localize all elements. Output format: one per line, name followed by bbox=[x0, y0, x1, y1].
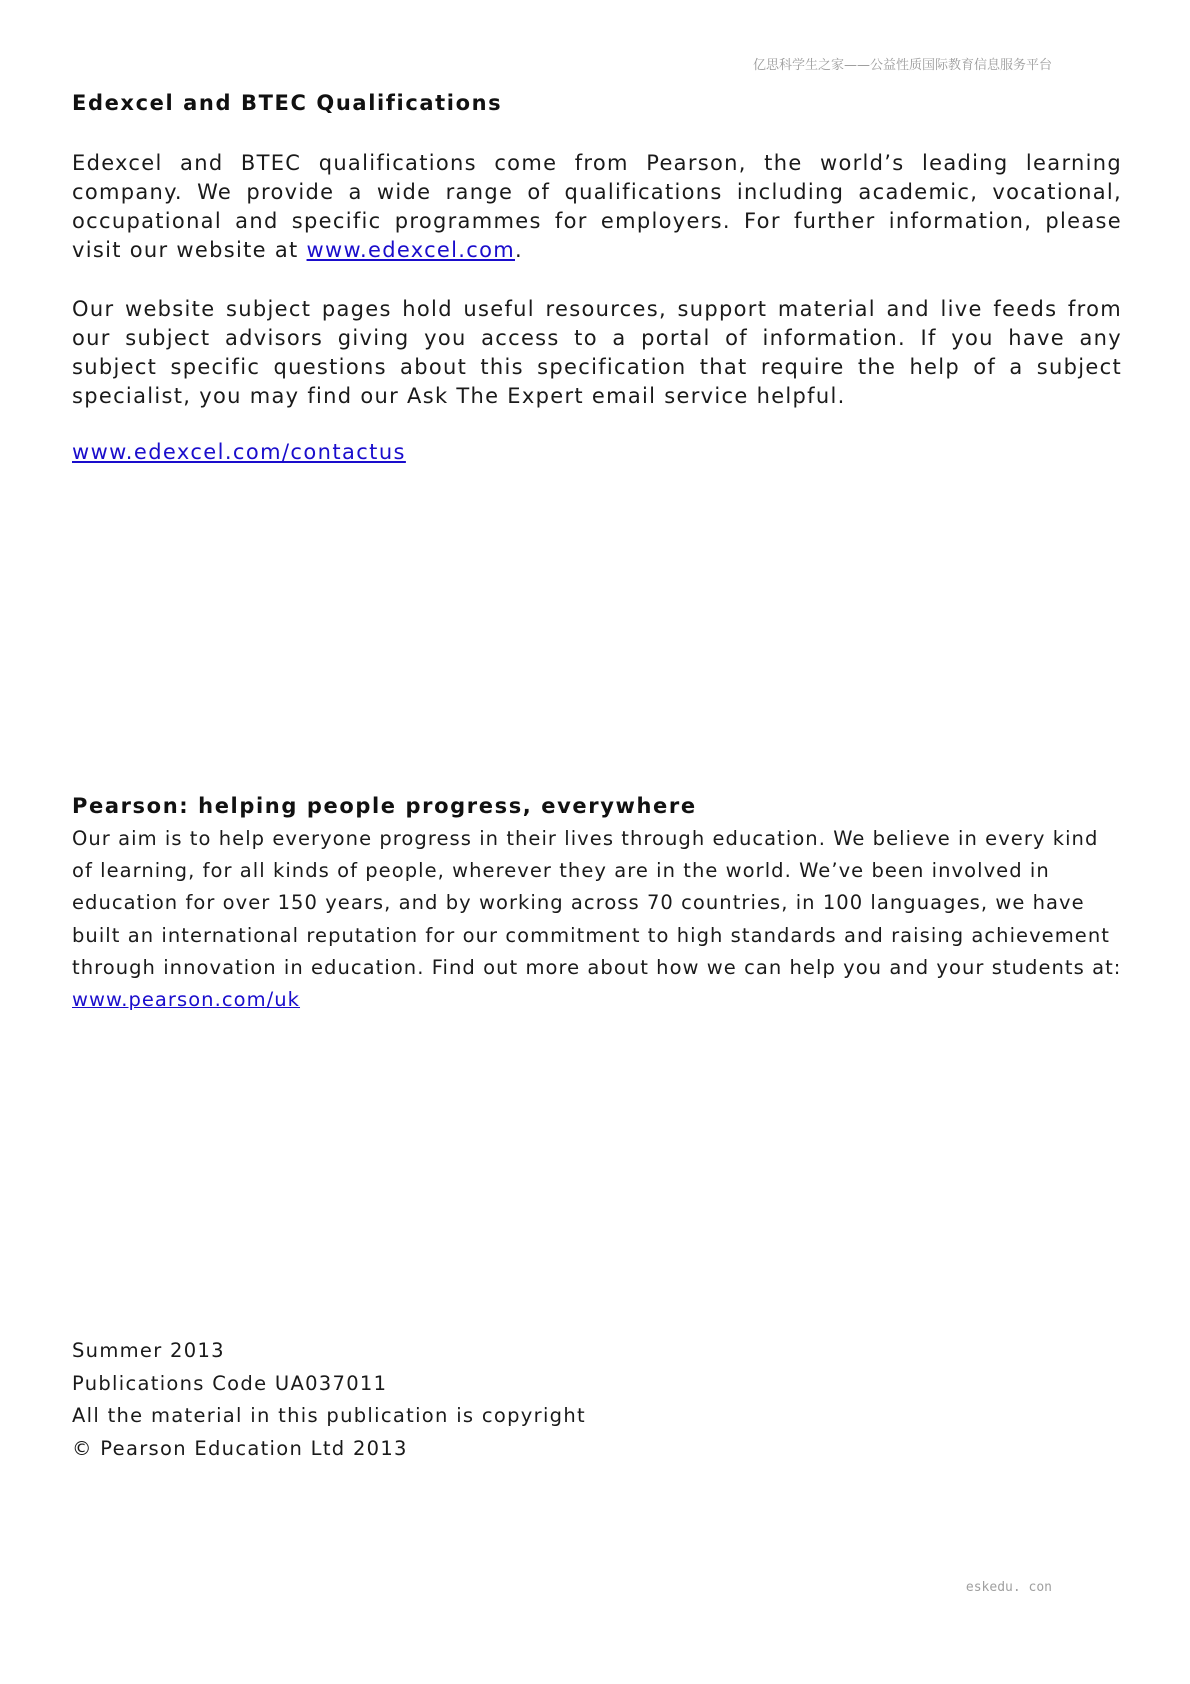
copyright-holder: © Pearson Education Ltd 2013 bbox=[72, 1436, 408, 1460]
watermark-footer: eskedu. con bbox=[965, 1580, 1052, 1595]
edexcel-website-link[interactable]: www.edexcel.com bbox=[306, 238, 515, 262]
paragraph-intro-text: Edexcel and BTEC qualifications come from Pearson, the world’s leading learning company. We provide a wide range of qualifications including academic, vocational, occupational and specific programmes for employers. For further information, please visit our website at bbox=[72, 151, 1122, 262]
paragraph-pearson bbox=[72, 823, 1122, 1016]
publication-code: Publications Code UA037011 bbox=[72, 1371, 388, 1395]
section-heading-qualifications: Edexcel and BTEC Qualifications bbox=[72, 91, 503, 115]
publication-footer bbox=[72, 1335, 586, 1465]
copyright-notice: All the material in this publication is copyright bbox=[72, 1404, 586, 1427]
paragraph-resources: Our website subject pages hold useful resources, support material and live feeds from our subject advisors giving you access to a portal of information. If you have any subject specific questions about this specification that require the help of a subject specialist, you may find our Ask The Expert email service helpful. bbox=[72, 297, 1122, 408]
publication-date: Summer 2013 bbox=[72, 1339, 225, 1362]
watermark-header: 亿思科学生之家——公益性质国际教育信息服务平台 bbox=[752, 58, 1052, 73]
paragraph-intro-period: . bbox=[515, 238, 523, 262]
paragraph-intro bbox=[72, 149, 1122, 265]
contact-us-link[interactable]: www.edexcel.com/contactus bbox=[72, 440, 406, 464]
pearson-website-link[interactable]: www.pearson.com/uk bbox=[72, 988, 301, 1012]
paragraph-pearson-text: Our aim is to help everyone progress in their lives through education. We believe in every kind of learning, for all kinds of people, wherever they are in the world. We’ve been involved in education for over 150 years, and by working across 70 countries, in 100 languages, we have built an international reputation for our commitment to high standards and raising achievement through innovation in education. Find out more about how we can help you and your students at: bbox=[72, 827, 1122, 979]
section-heading-pearson: Pearson: helping people progress, everywhere bbox=[72, 794, 697, 818]
